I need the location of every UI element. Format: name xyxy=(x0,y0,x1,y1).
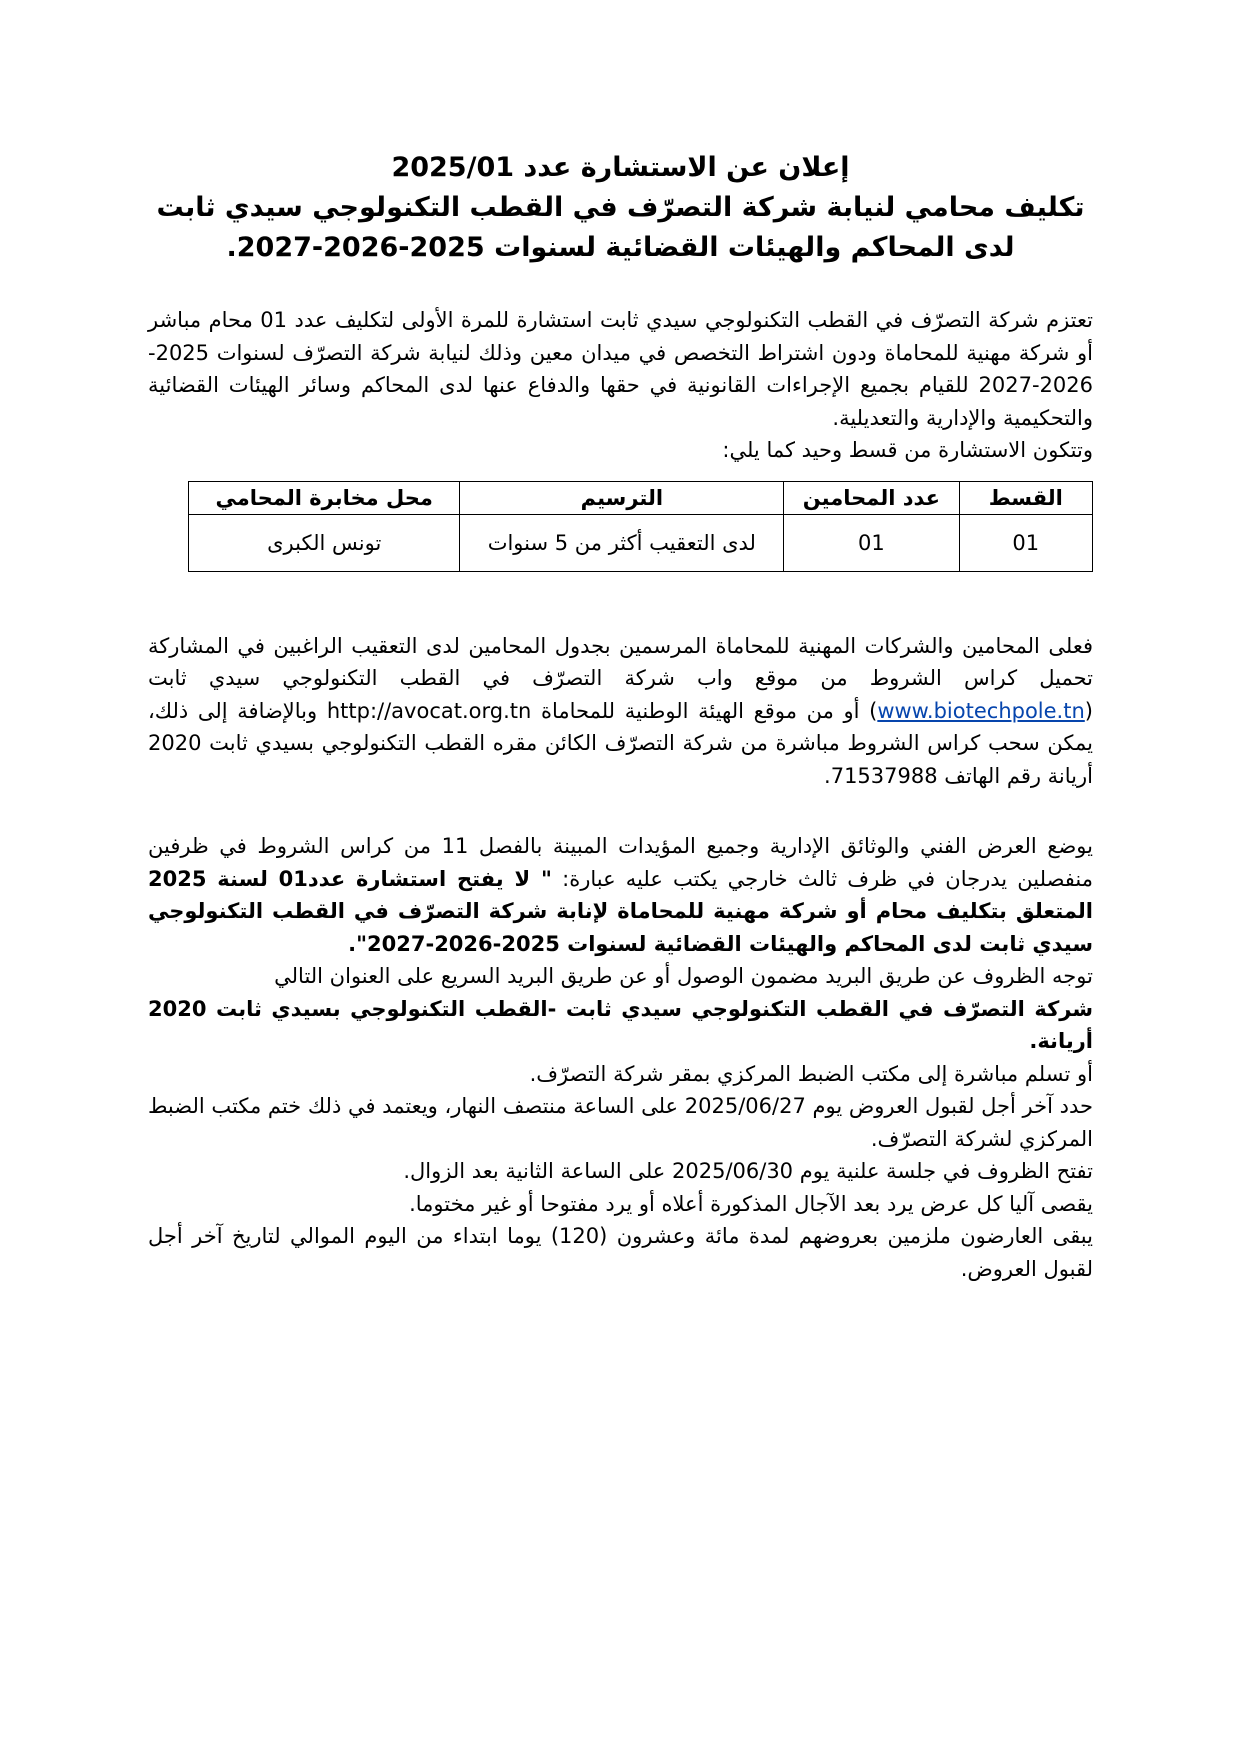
intro-section xyxy=(148,304,1093,467)
lots-table-header-row xyxy=(189,481,1093,514)
lots-table xyxy=(188,481,1093,572)
title-line-consultation-number: إعلان عن الاستشارة عدد 2025/01 xyxy=(391,152,850,183)
access-text-part3: وبالإضافة إلى ذلك، يمكن سحب كراس الشروط مباشرة من شركة التصرّف الكائن مقره القطب التكنولوجي بسيدي ثابت 2020 أريانة رقم الهاتف 71537988. xyxy=(148,698,1093,788)
header-lawyer-count: عدد المحامين xyxy=(784,481,959,514)
table-row xyxy=(189,514,1093,571)
access-paragraph xyxy=(148,630,1093,793)
access-section xyxy=(148,630,1093,793)
delivery-address: شركة التصرّف في القطب التكنولوجي سيدي ثابت -القطب التكنولوجي بسيدي ثابت 2020 أريانة. xyxy=(148,996,1093,1053)
hand-delivery-text: أو تسلم مباشرة إلى مكتب الضبط المركزي بمقر شركة التصرّف. xyxy=(529,1061,1093,1086)
cell-correspondence-place: تونس الكبرى xyxy=(189,514,460,571)
submission-envelope-text: يوضع العرض الفني والوثائق الإدارية وجميع المؤيدات المبينة بالفصل 11 من كراس الشروط في ظرفين منفصلين يدرجان في ظرف ثالث خارجي يكتب عليه عبارة: xyxy=(148,834,1093,891)
title-line-subject: تكليف محامي لنيابة شركة التصرّف في القطب التكنولوجي سيدي ثابت xyxy=(156,192,1085,223)
document-page xyxy=(148,148,1093,1285)
envelope-inscription: " لا يفتح استشارة عدد01 لسنة 2025 المتعلق بتكليف محام أو شركة مهنية للمحاماة لإنابة شركة التصرّف في القطب التكنولوجي سيدي ثابت لدى المحاكم والهيئات القضائية لسنوات 2025-2026-2027". xyxy=(148,866,1093,956)
lots-intro-text: وتتكون الاستشارة من قسط وحيد كما يلي: xyxy=(722,438,1093,462)
announcement-title xyxy=(148,148,1093,268)
opening-session-text: تفتح الظروف في جلسة علنية يوم 2025/06/30 على الساعة الثانية بعد الزوال. xyxy=(403,1159,1093,1183)
delivery-method-text: توجه الظروف عن طريق البريد مضمون الوصول أو عن طريق البريد السريع على العنوان التالي xyxy=(274,964,1093,988)
header-correspondence-place: محل مخابرة المحامي xyxy=(189,481,460,514)
exclusion-text: يقصى آليا كل عرض يرد بعد الآجال المذكورة أعلاه أو يرد مفتوحا أو غير مختوما. xyxy=(409,1191,1093,1216)
cell-lawyer-count: 01 xyxy=(784,514,959,571)
lots-table-wrapper xyxy=(188,481,1093,572)
deadline-text: حدد آخر أجل لقبول العروض يوم 2025/06/27 على الساعة منتصف النهار، ويعتمد في ذلك ختم مكتب الضبط المركزي لشركة التصرّف. xyxy=(148,1094,1093,1151)
title-line-years: لدى المحاكم والهيئات القضائية لسنوات 2025-2026-2027. xyxy=(226,232,1015,263)
access-text-part2: ) أو من موقع الهيئة الوطنية للمحاماة xyxy=(531,698,878,723)
validity-text: يبقى العارضون ملزمين بعروضهم لمدة مائة وعشرون (120) يوما ابتداء من اليوم الموالي لتاريخ آخر أجل لقبول العروض. xyxy=(148,1224,1093,1281)
cell-lot: 01 xyxy=(959,514,1092,571)
access-text-part1: فعلى المحامين والشركات المهنية للمحاماة المرسمين بجدول المحامين لدى التعقيب الراغبين في المشاركة تحميل كراس الشروط من موقع واب شركة التصرّف في القطب التكنولوجي سيدي ثابت ( xyxy=(148,633,1093,723)
submission-envelope-paragraph xyxy=(148,830,1093,960)
bar-association-link[interactable]: http://avocat.org.tn xyxy=(326,698,532,723)
submission-section xyxy=(148,830,1093,1285)
intro-paragraph: تعتزم شركة التصرّف في القطب التكنولوجي سيدي ثابت استشارة للمرة الأولى لتكليف عدد 01 محام مباشر أو شركة مهنية للمحاماة ودون اشتراط التخصص في ميدان معين وذلك لنيابة شركة التصرّف لسنوات 2025-2026-2027 للقيام بجميع الإجراءات القانونية في حقها والدفاع عنها لدى المحاكم وسائر الهيئات القضائية والتحكيمية والإدارية والتعديلية. xyxy=(148,308,1093,430)
cell-registration: لدى التعقيب أكثر من 5 سنوات xyxy=(460,514,784,571)
header-lot: القسط xyxy=(959,481,1092,514)
header-registration: الترسيم xyxy=(460,481,784,514)
company-website-link[interactable]: www.biotechpole.tn xyxy=(877,698,1085,723)
